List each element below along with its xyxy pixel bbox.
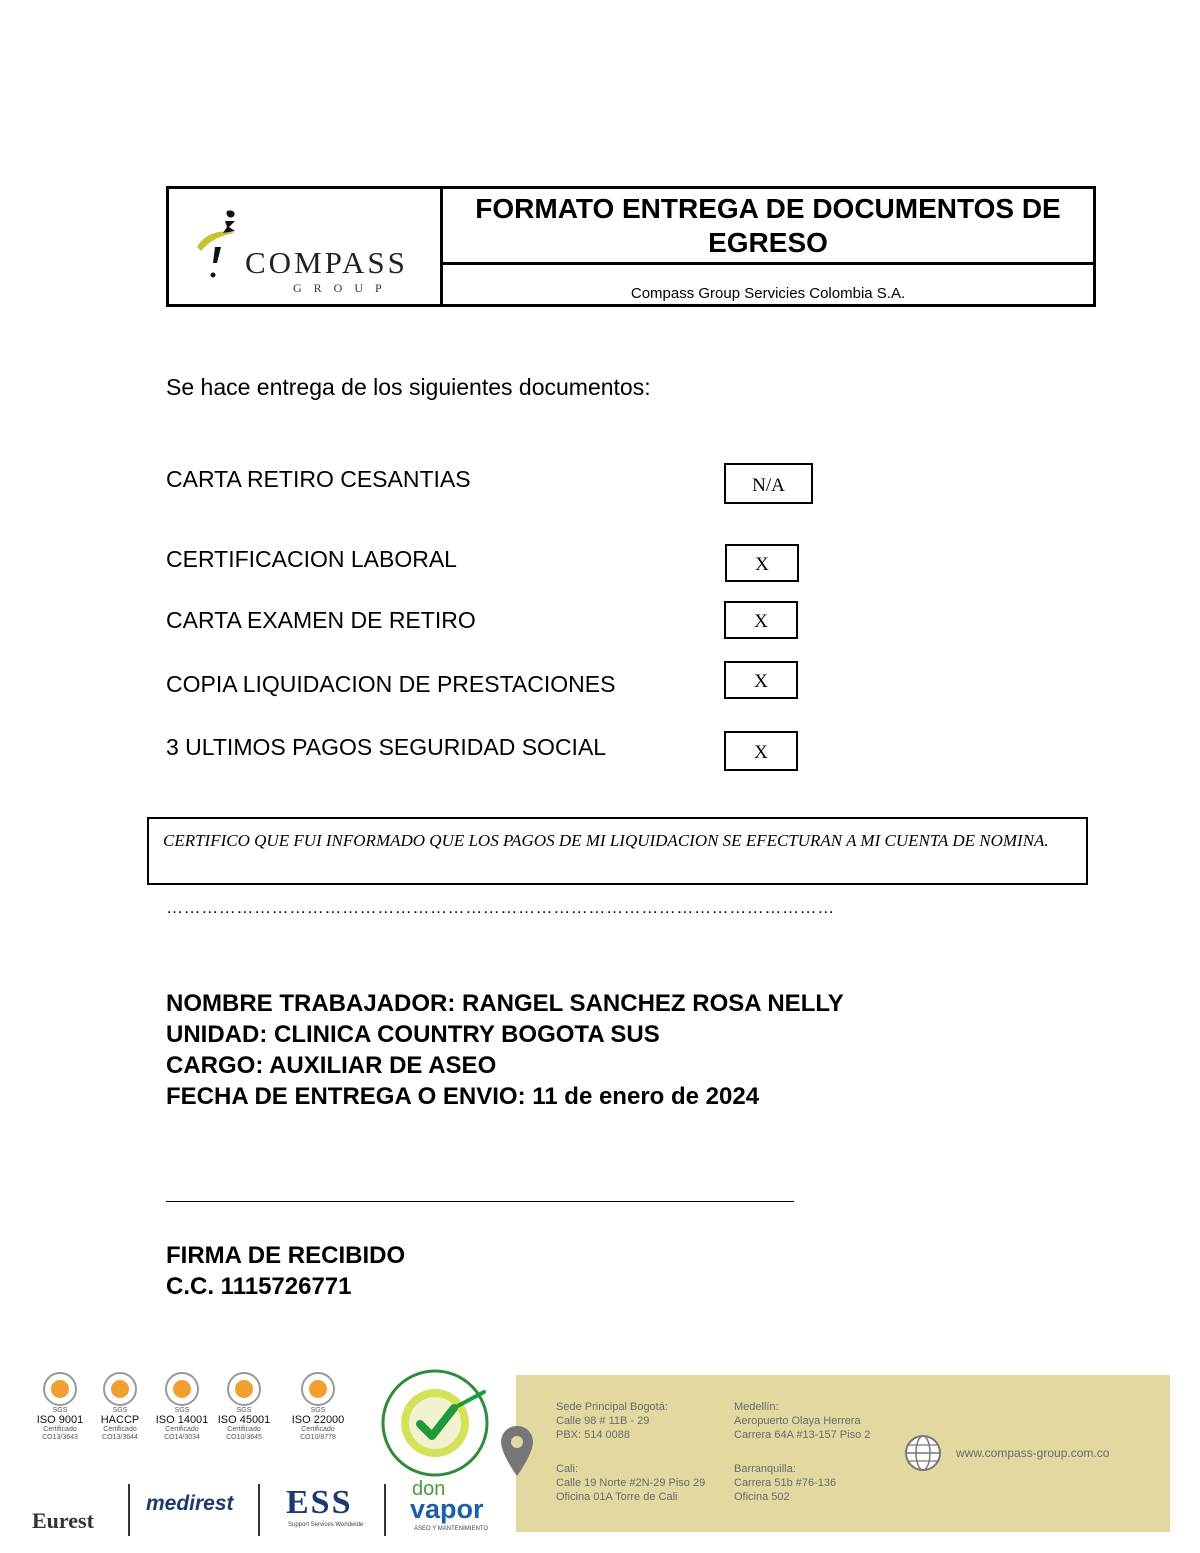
donvapor-logo-don: don xyxy=(412,1478,446,1500)
delivery-date: FECHA DE ENTREGA O ENVIO: 11 de enero de 2024 xyxy=(166,1083,760,1110)
document-item-mark: X xyxy=(724,601,798,639)
logo-subtitle: GROUP xyxy=(293,281,394,295)
ess-logo: ESS xyxy=(286,1484,353,1521)
title-cell xyxy=(443,189,1093,304)
document-item-label: 3 ULTIMOS PAGOS SEGURIDAD SOCIAL xyxy=(166,734,607,760)
worker-role: CARGO: AUXILIAR DE ASEO xyxy=(166,1052,497,1079)
worker-info xyxy=(166,988,844,1112)
certification-badge: SGS HACCP Certificado CO13/3644 xyxy=(90,1372,150,1442)
document-item-mark: X xyxy=(725,544,799,582)
document-item-label: CARTA EXAMEN DE RETIRO xyxy=(166,607,476,633)
brand-divider xyxy=(128,1484,130,1536)
sgs-seal-icon xyxy=(103,1372,137,1406)
certification-badge: SGS ISO 9001 Certificado CO13/3643 xyxy=(30,1372,90,1442)
location-pin-icon xyxy=(498,1424,536,1478)
document-item-label: CARTA RETIRO CESANTIAS xyxy=(166,466,471,492)
worker-unit: UNIDAD: CLINICA COUNTRY BOGOTA SUS xyxy=(166,1021,660,1048)
office-cali: Cali: Calle 19 Norte #2N-29 Piso 29 Oficina 01A Torre de Cali xyxy=(556,1463,706,1503)
document-header xyxy=(166,186,1096,307)
sgs-seal-icon xyxy=(43,1372,77,1406)
document-item-mark: X xyxy=(724,661,798,699)
sgs-seal-icon xyxy=(227,1372,261,1406)
document-item-label: CERTIFICACION LABORAL xyxy=(166,546,457,572)
compass-logo-icon xyxy=(191,203,251,283)
website-link[interactable]: www.compass-group.com.co xyxy=(956,1446,1110,1460)
office-bogota: Sede Principal Bogotá: Calle 98 # 11B - 29 PBX: 514 0088 xyxy=(556,1401,668,1441)
sgs-seal-icon xyxy=(165,1372,199,1406)
certification-badge: SGS ISO 22000 Certificado CO10/8778 xyxy=(288,1372,348,1442)
document-item-label: COPIA LIQUIDACION DE PRESTACIONES xyxy=(166,671,616,697)
company-logo xyxy=(169,189,443,304)
document-item-mark: X xyxy=(724,731,798,771)
document-title: FORMATO ENTREGA DE DOCUMENTOS DE EGRESO xyxy=(443,189,1093,265)
dotted-line: …………………………………………………………………………………………………… xyxy=(166,898,835,917)
medirest-logo: medirest xyxy=(146,1492,234,1515)
worker-name: NOMBRE TRABAJADOR: RANGEL SANCHEZ ROSA NELLY xyxy=(166,990,844,1017)
sgs-seal-icon xyxy=(301,1372,335,1406)
intro-text: Se hace entrega de los siguientes documentos: xyxy=(166,374,651,400)
signature-id: C.C. 1115726771 xyxy=(166,1273,352,1300)
logo-wordmark: COMPASS xyxy=(245,245,408,280)
office-barranquilla: Barranquilla: Carrera 51b #76-136 Oficina 502 xyxy=(734,1463,837,1503)
office-medellin: Medellín: Aeropuerto Olaya Herrera Carrera 64A #13-157 Piso 2 xyxy=(734,1401,871,1441)
document-item-mark: N/A xyxy=(724,463,813,504)
social-responsibility-seal-icon xyxy=(380,1368,490,1478)
signature-block xyxy=(166,1240,405,1302)
brand-divider xyxy=(258,1484,260,1536)
signature-line xyxy=(166,1201,794,1202)
donvapor-logo-vapor: vapor xyxy=(410,1494,484,1524)
globe-icon xyxy=(904,1434,942,1472)
certification-logos xyxy=(30,1372,360,1452)
certification-statement: CERTIFICO QUE FUI INFORMADO QUE LOS PAGOS DE MI LIQUIDACION SE EFECTURAN A MI CUENTA DE NOMINA. xyxy=(147,817,1088,885)
eurest-logo: Eurest xyxy=(32,1508,94,1533)
certification-badge: SGS ISO 14001 Certificado CO14/3034 xyxy=(152,1372,212,1442)
company-name: Compass Group Servicies Colombia S.A. xyxy=(630,285,906,302)
signature-label: FIRMA DE RECIBIDO xyxy=(166,1242,406,1269)
certification-badge: SGS ISO 45001 Certificado CO10/3645 xyxy=(214,1372,274,1442)
donvapor-tagline: ASEO Y MANTENIMIENTO xyxy=(414,1526,489,1532)
brand-divider xyxy=(384,1484,386,1536)
ess-tagline: Support Services Worldwide xyxy=(288,1522,364,1528)
